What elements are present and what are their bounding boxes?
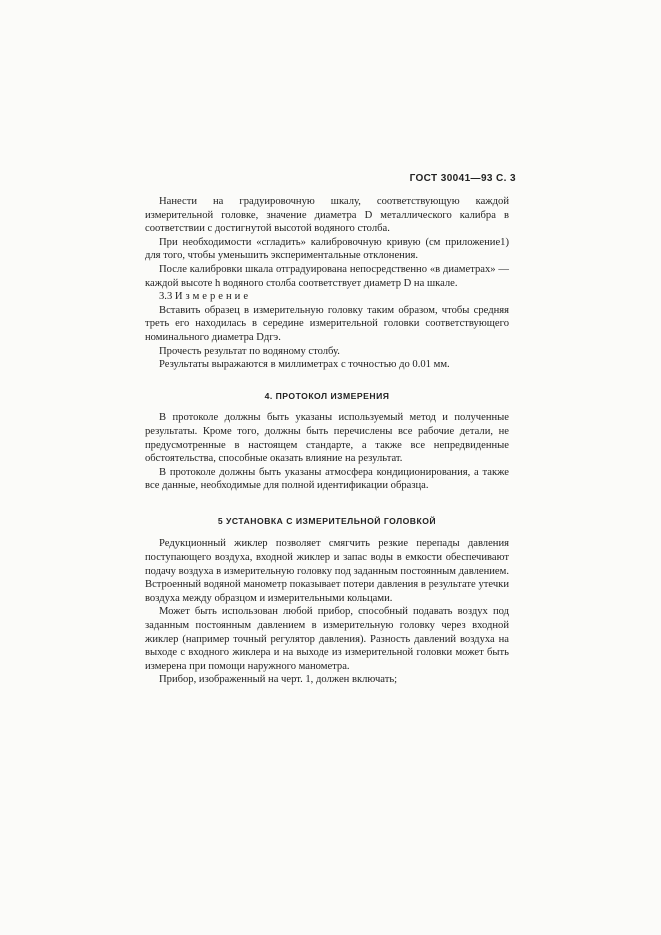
paragraph-graduation: После калибровки шкала отградуирована непосредственно «в диаметрах» — каждой высоте h водяного столба соответствует диаметр D на шкале.	[145, 263, 509, 289]
paragraph-reduction-jet: Редукционный жиклер позволяет смягчить резкие перепады давления поступающего воздуха, входной жиклер и запас воды в емкости обеспечивают подачу воздуха в измерительную головку под заданным постоянным давлением. Встроенный водяной манометр показывает потери давления в результате утечки воздуха между образцом и измерительными кольцами.	[145, 538, 509, 604]
document-body	[145, 195, 509, 687]
paragraph-smoothing: При необходимости «сгладить» калибровочную кривую (см приложение1) для того, чтобы уменьшить экспериментальные отклонения.	[145, 236, 509, 262]
paragraph-calibration-scale: Нанести на градуировочную шкалу, соответствующую каждой измерительной головке, значение диаметра D металлического калибра в соответствии с достигнутой высотой водяного столба.	[145, 196, 509, 235]
paragraph-insert-sample: Вставить образец в измерительную головку таким образом, чтобы средняя треть его находилась в середине измерительной головки соответствующего номинального диаметра Dдгэ.	[145, 304, 509, 343]
paragraph-device-includes: Прибор, изображенный на черт. 1, должен включать;	[159, 674, 398, 686]
paragraph-any-device: Может быть использован любой прибор, способный подавать воздух под заданным постоянным давлением в измерительную головку через входной жиклер (например точный регулятор давления). Разность давлений воздуха на выходе с входного жиклера и на выходе из измерительной головки может быть измерена при помощи наружного манометра.	[145, 606, 509, 672]
paragraph-protocol-atmosphere: В протоколе должны быть указаны атмосфера кондиционирования, а также все данные, необходимые для полной идентификации образца.	[145, 466, 509, 492]
paragraph-read-result: Прочесть результат по водяному столбу.	[159, 345, 340, 357]
page-header: ГОСТ 30041—93 С. 3	[409, 173, 516, 184]
paragraph-protocol-results: В протоколе должны быть указаны используемый метод и полученные результаты. Кроме того, должны быть перечислены все рабочие детали, не предусмотренные в настоящем стандарте, а также все непредвиденные обстоятельства, способные оказать влияние на результат.	[145, 412, 509, 465]
paragraph-result-units: Результаты выражаются в миллиметрах с точностью до 0.01 мм.	[159, 359, 450, 371]
section-5-heading: 5 УСТАНОВКА С ИЗМЕРИТЕЛЬНОЙ ГОЛОВКОЙ	[217, 515, 437, 526]
section-title: Измерение	[174, 291, 252, 303]
section-4-heading: 4. ПРОТОКОЛ ИЗМЕРЕНИЯ	[264, 390, 390, 401]
section-3-3-heading	[145, 290, 509, 304]
section-number: 3.3	[159, 291, 173, 303]
